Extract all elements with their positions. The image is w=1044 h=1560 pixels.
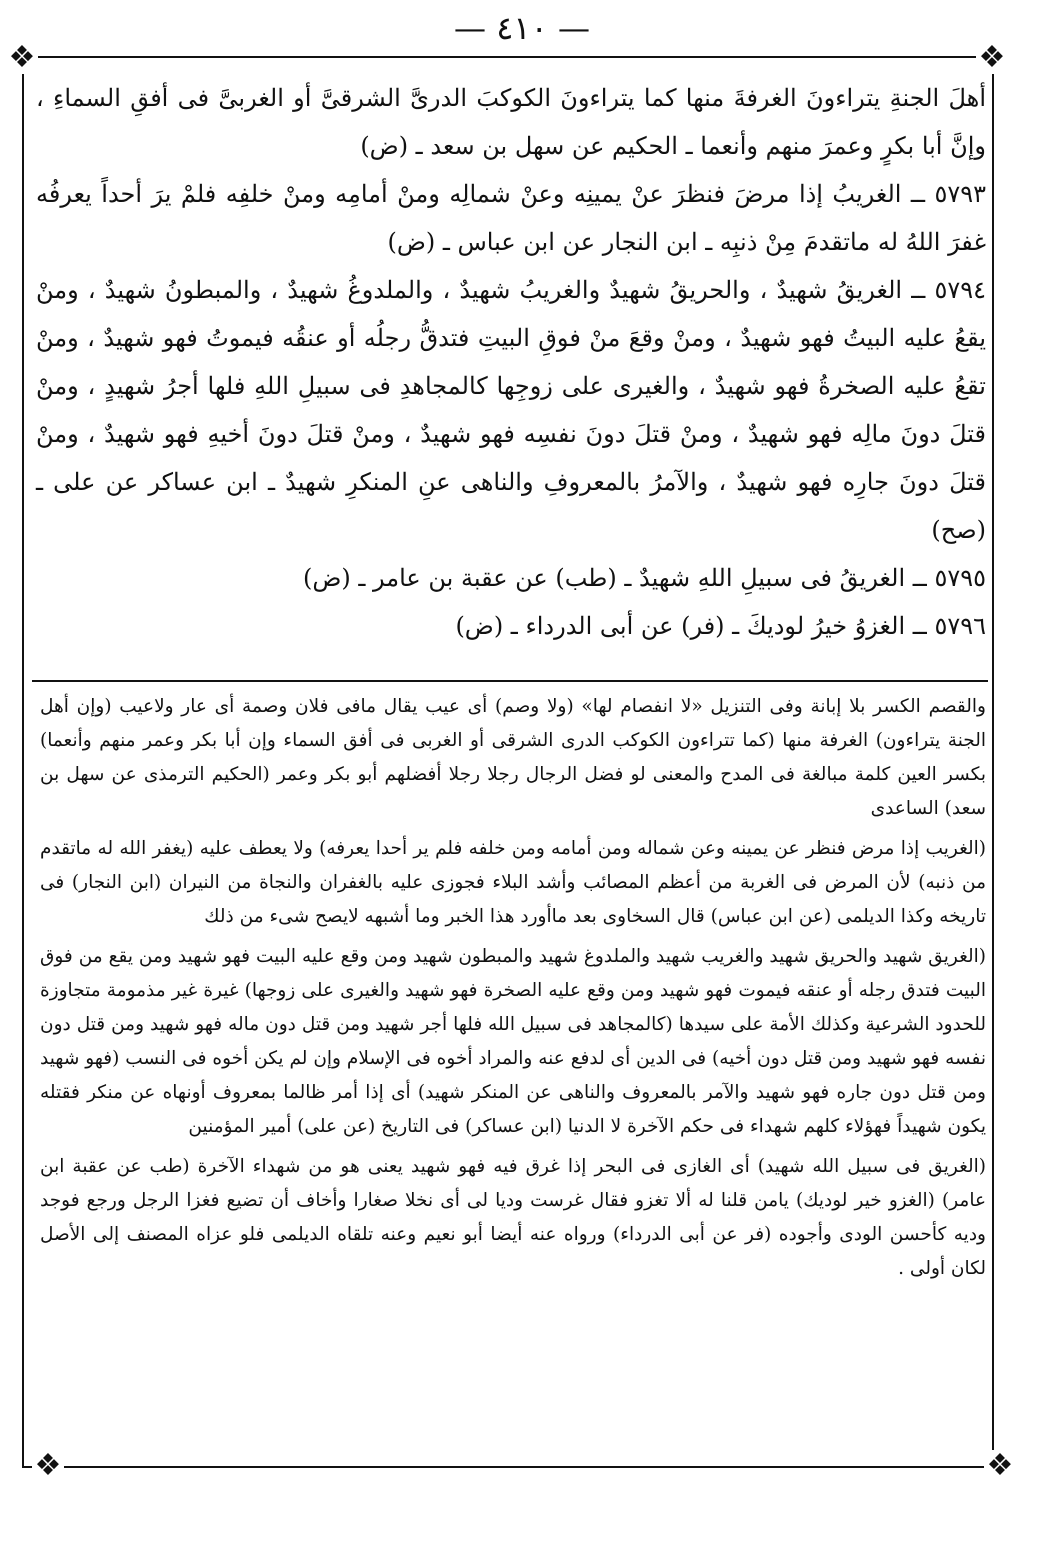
page-border-top	[22, 56, 992, 58]
hadith-5795: ٥٧٩٥ ــ الغريقُ فى سبيلِ اللهِ شهيدٌ ـ (طب) عن عقبة بن عامر ـ (ض)	[302, 564, 986, 592]
hadith-5793: ٥٧٩٣ ــ الغريبُ إذا مرضَ فنظرَ عنْ يمينِه وعنْ شمالِه ومنْ أمامِه ومنْ خلفِه فلمْ يرَ أحداً يعرفُه غفرَ اللهُ له ماتقدمَ مِنْ ذنبِه ـ ابن النجار عن ابن عباس ـ (ض)	[36, 180, 986, 256]
commentary-text	[40, 690, 986, 1292]
commentary-paragraph: والقصم الكسر بلا إبانة وفى التنزيل «لا انفصام لها» (ولا وصم) أى عيب يقال مافى فلان وصمة أى عار ولاعيب (وإن أهل الجنة يتراءون) الغرفة منها (كما تتراءون الكوكب الدرى الشرقى أو الغربى فى أفق السماء وإن أبا بكر وعمر منهم وأنعما) بكسر العين كلمة مبالغة فى المدح والمعنى لو فضل الرجال رجلا رجلا أفضلهم أبو بكر وعمر (الحكيم الترمذى عن سهل بن سعد) الساعدى	[40, 696, 986, 819]
corner-ornament-icon: ❖	[976, 42, 1008, 74]
page-number: — ٤١٠ —	[454, 9, 590, 47]
corner-ornament-icon: ❖	[984, 1450, 1016, 1482]
commentary-paragraph: (الغريق فى سبيل الله شهيد) أى الغازى فى البحر إذا غرق فيه فهو شهيد يعنى هو من شهداء الآخرة (طب عن عقبة ابن عامر) (الغزو خير لوديك) يامن قلنا له ألا تغزو فقال غرست وديا لى أى نخلا صغارا وأخاف أن تضيع فغزا الرجل ورجع فوجد وديه كأحسن الودى وأجوده (فر عن أبى الدرداء) ورواه عنه أيضا أبو نعيم وعنه تلقاه الديلمى فلو عزاه المصنف إلى الأصل لكان أولى .	[40, 1156, 986, 1279]
corner-ornament-icon: ❖	[6, 42, 38, 74]
main-hadith-text	[36, 74, 986, 650]
hadith-5794: ٥٧٩٤ ــ الغريقُ شهيدٌ ، والحريقُ شهيدٌ والغريبُ شهيدٌ ، والملدوغُ شهيدٌ ، والمبطونُ شهيدٌ ، ومنْ يقعُ عليه البيتُ فهو شهيدٌ ، ومنْ وقعَ منْ فوقِ البيتِ فتدقُّ رجلُه أو عنقُه فيموتُ فهو شهيدٌ ، ومنْ تقعُ عليه الصخرةُ فهو شهيدٌ ، والغيرى على زوجِها كالمجاهدِ فى سبيلِ اللهِ فلها أجرُ شهيدٍ ، ومنْ قتلَ دونَ مالِه فهو شهيدٌ ، ومنْ قتلَ دونَ نفسِه فهو شهيدٌ ، ومنْ قتلَ دونَ أخيهِ فهو شهيدٌ ، ومنْ قتلَ دونَ جارِه فهو شهيدٌ ، والآمرُ بالمعروفِ والناهى عنِ المنكرِ شهيدٌ ـ ابن عساكر عن على ـ (صح)	[36, 276, 987, 544]
commentary-paragraph: (الغريب إذا مرض فنظر عن يمينه وعن شماله ومن أمامه ومن خلفه فلم ير أحدا يعرفه) ولا يعطف عليه (يغفر الله له ماتقدم من ذنبه) لأن المرض فى الغربة من أعظم المصائب وأشد البلاء فجوزى عليه بالغفران والنجاة من النيران (ابن النجار) فى تاريخه وكذا الديلمى (عن ابن عباس) قال السخاوى بعد ماأورد هذا الخبر وما أشبهه لايصح شىء من ذلك	[40, 838, 986, 927]
page-border-left	[22, 58, 24, 1466]
page-border-bottom	[22, 1466, 992, 1468]
hadith-5796: ٥٧٩٦ ــ الغزوُ خيرُ لوديكَ ـ (فر) عن أبى الدرداء ـ (ض)	[455, 612, 986, 640]
hadith-continuation: أهلَ الجنةِ يتراءونَ الغرفةَ منها كما يتراءونَ الكوكبَ الدرىَّ الشرقىَّ أو الغربىَّ فى أفقِ السماءِ ، وإنَّ أبا بكرٍ وعمرَ منهم وأنعما ـ الحكيم عن سهل بن سعد ـ (ض)	[36, 84, 986, 160]
page-border-right	[992, 58, 994, 1466]
corner-ornament-icon: ❖	[32, 1450, 64, 1482]
commentary-paragraph: (الغريق شهيد والحريق شهيد والغريب شهيد والملدوغ شهيد والمبطون شهيد ومن وقع عليه البيت فهو شهيد ومن يقع من فوق البيت فتدق رجله أو عنقه فيموت فهو شهيد ومن وقع عليه الصخرة فهو شهيد والغيرى على زوجها) غيرة غير مذمومة متجاوزة للحدود الشرعية وكذلك الأمة على سيدها (كالمجاهد فى سبيل الله فلها أجر شهيد ومن قتل دون ماله فهو شهيد ومن قتل دون نفسه فهو شهيد ومن قتل دون أخيه) فى الدين أى لدفع عنه والمراد أخوه فى الإسلام وإن لم يكن أخوه فى النسب (فهو شهيد ومن قتل دون جاره فهو شهيد والآمر بالمعروف والناهى عن المنكر شهيد) أى إذا أمر ظالما بمعروف أونهاه عن منكر فقتله يكون شهيداً فهؤلاء كلهم شهداء فى حكم الآخرة لا الدنيا (ابن عساكر) فى التاريخ (عن على) أمير المؤمنين	[40, 946, 986, 1137]
section-divider	[32, 680, 988, 682]
